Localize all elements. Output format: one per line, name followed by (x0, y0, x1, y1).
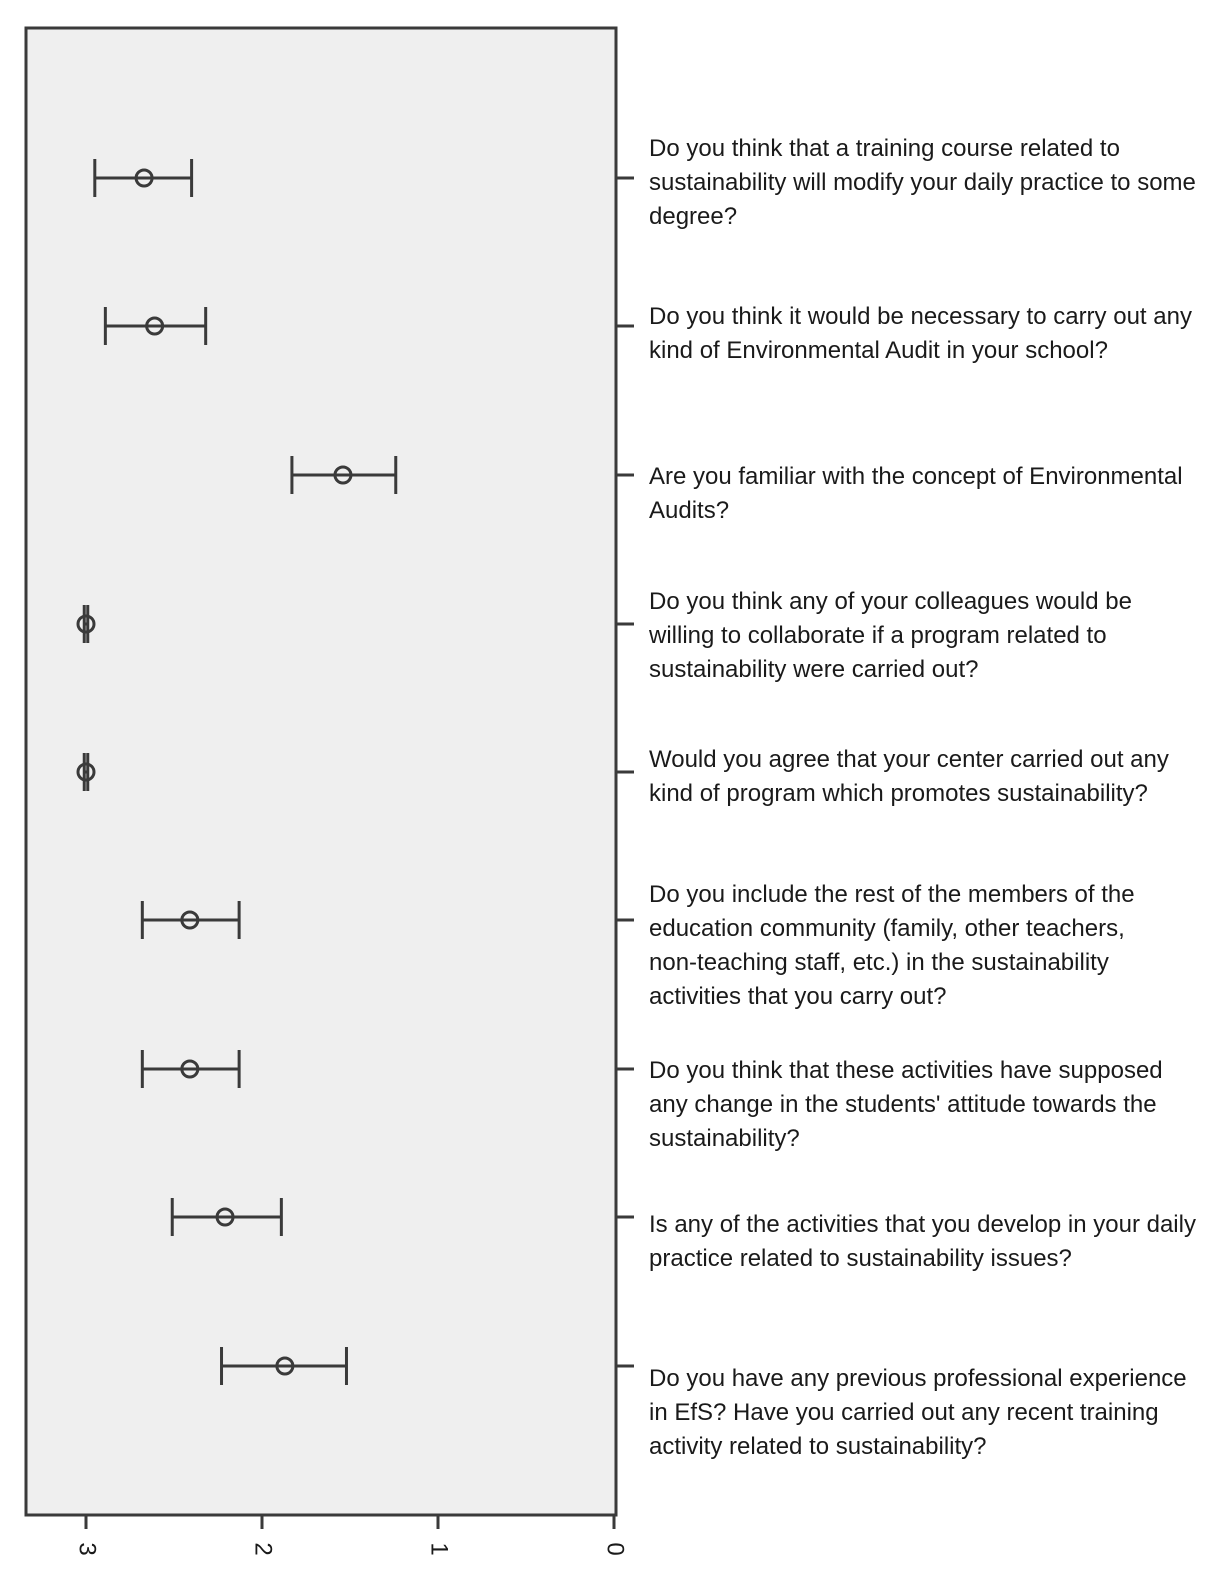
plot-area (26, 28, 616, 1515)
category-label-6: Do you include the rest of the members of the education community (family, other teachers, non-teaching staff, etc.) in the sustainability activities that you carry out? (649, 881, 1135, 1010)
category-label-8: Is any of the activities that you develop in your daily practice related to sustainability issues? (649, 1211, 1196, 1272)
x-axis (74, 1515, 629, 1556)
category-label-4: Do you think any of your colleagues would be willing to collaborate if a program related to sustainability were carried out? (649, 588, 1132, 683)
x-tick-label-3: 3 (73, 1542, 101, 1556)
category-label-5: Would you agree that your center carried out any kind of program which promotes sustainability? (649, 746, 1169, 807)
category-label-7: Do you think that these activities have supposed any change in the students' attitude towards the sustainability? (649, 1057, 1163, 1152)
category-label-1: Do you think that a training course related to sustainability will modify your daily practice to some degree? (649, 135, 1196, 230)
category-label-3: Are you familiar with the concept of Environmental Audits? (649, 463, 1183, 524)
category-label-2: Do you think it would be necessary to carry out any kind of Environmental Audit in your school? (649, 303, 1192, 364)
x-tick-label-1: 1 (425, 1542, 453, 1556)
y-axis (616, 178, 634, 1366)
x-tick-label-2: 2 (249, 1542, 277, 1556)
category-labels (648, 135, 1196, 1460)
category-label-9: Do you have any previous professional experience in EfS? Have you carried out any recent training activity related to sustainability? (649, 1365, 1187, 1460)
x-tick-label-0: 0 (601, 1542, 629, 1556)
